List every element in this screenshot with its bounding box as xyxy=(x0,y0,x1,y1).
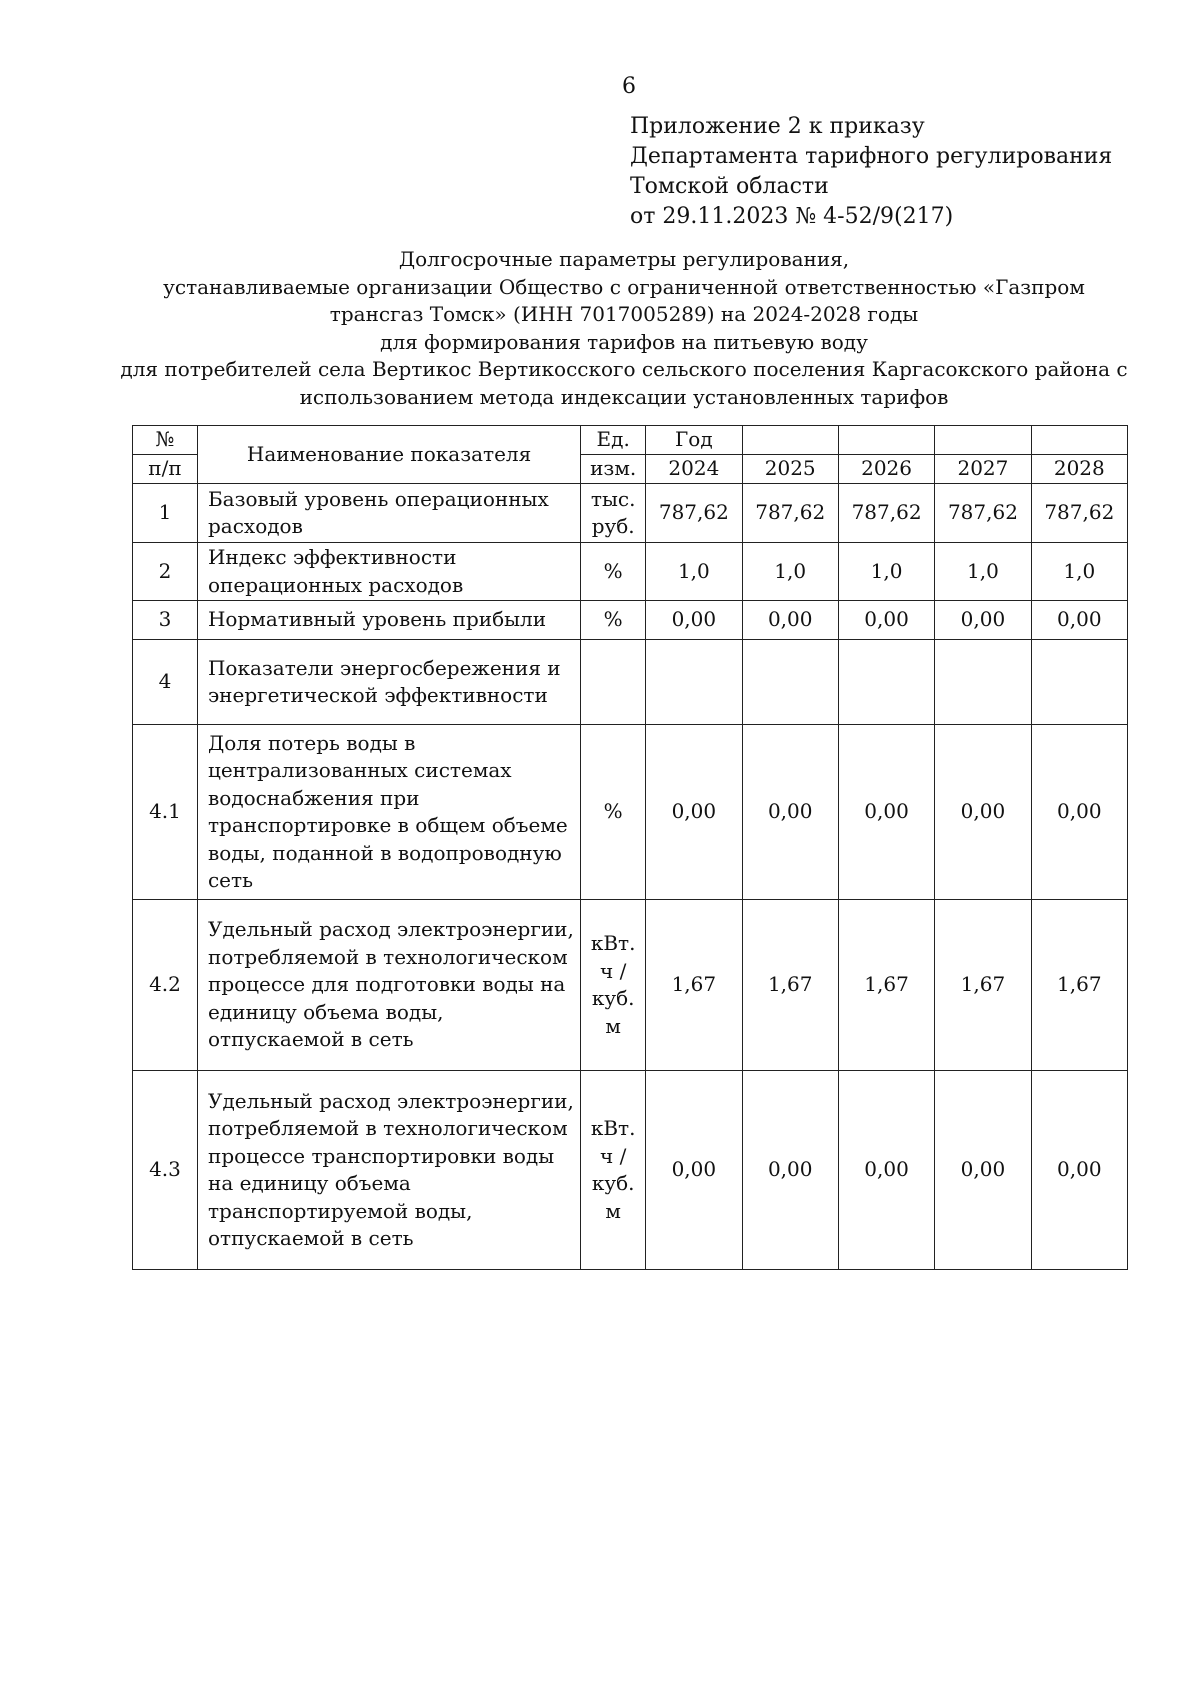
row-unit: % xyxy=(581,725,646,900)
row-number: 3 xyxy=(133,601,198,640)
row-value: 1,67 xyxy=(646,900,742,1071)
header-empty-cell xyxy=(838,426,934,455)
row-value: 0,00 xyxy=(1031,1071,1127,1270)
row-value: 0,00 xyxy=(742,601,838,640)
page-number: 6 xyxy=(622,74,636,99)
table-header-row xyxy=(133,426,1128,455)
row-name: Удельный расход электроэнергии, потребляемой в технологическом процессе для подготовки воды на единицу объема воды, отпускаемой в сеть xyxy=(197,900,580,1071)
table-row xyxy=(133,725,1128,900)
row-value: 1,67 xyxy=(838,900,934,1071)
row-unit: кВт. ч / куб. м xyxy=(581,1071,646,1270)
row-value: 0,00 xyxy=(1031,725,1127,900)
row-number: 2 xyxy=(133,543,198,601)
row-value: 0,00 xyxy=(935,725,1031,900)
table-row xyxy=(133,1071,1128,1270)
row-value: 1,67 xyxy=(935,900,1031,1071)
title-line: трансгаз Томск» (ИНН 7017005289) на 2024-2028 годы xyxy=(329,302,919,326)
row-value xyxy=(935,640,1031,725)
row-unit: % xyxy=(581,601,646,640)
row-number: 4.2 xyxy=(133,900,198,1071)
header-unit-line2: изм. xyxy=(581,455,646,484)
header-year-label: Год xyxy=(646,426,742,455)
row-value: 0,00 xyxy=(646,1071,742,1270)
row-value: 0,00 xyxy=(742,1071,838,1270)
appendix-line: Департамента тарифного регулирования xyxy=(630,144,1113,169)
header-year: 2027 xyxy=(935,455,1031,484)
appendix-header xyxy=(630,112,1112,232)
table-row xyxy=(133,601,1128,640)
title-line: для формирования тарифов на питьевую воду xyxy=(380,329,868,354)
row-value: 1,67 xyxy=(742,900,838,1071)
row-unit: тыс. руб. xyxy=(581,484,646,543)
row-value: 787,62 xyxy=(838,484,934,543)
parameters-table xyxy=(132,425,1128,1270)
row-value: 0,00 xyxy=(1031,601,1127,640)
document-title xyxy=(120,246,1128,411)
header-year: 2024 xyxy=(646,455,742,484)
row-unit xyxy=(581,640,646,725)
row-value: 0,00 xyxy=(742,725,838,900)
row-name: Удельный расход электроэнергии, потребляемой в технологическом процессе транспортировки воды на единицу объема транспортируемой воды, отпускаемой в сеть xyxy=(197,1071,580,1270)
row-value: 1,67 xyxy=(1031,900,1127,1071)
appendix-line: Приложение 2 к приказу xyxy=(630,114,925,139)
row-value xyxy=(1031,640,1127,725)
row-value: 0,00 xyxy=(935,601,1031,640)
header-empty-cell xyxy=(935,426,1031,455)
row-value: 1,0 xyxy=(935,543,1031,601)
row-unit: % xyxy=(581,543,646,601)
row-name: Показатели энергосбережения и энергетической эффективности xyxy=(197,640,580,725)
row-value: 0,00 xyxy=(838,601,934,640)
row-name: Доля потерь воды в централизованных системах водоснабжения при транспортировке в общем объеме воды, поданной в водопроводную сеть xyxy=(197,725,580,900)
header-unit-line1: Ед. xyxy=(581,426,646,455)
row-value: 0,00 xyxy=(838,725,934,900)
table-row xyxy=(133,543,1128,601)
row-value xyxy=(646,640,742,725)
header-empty-cell xyxy=(1031,426,1127,455)
row-value: 1,0 xyxy=(742,543,838,601)
row-value: 1,0 xyxy=(1031,543,1127,601)
row-number: 4 xyxy=(133,640,198,725)
header-name: Наименование показателя xyxy=(197,426,580,484)
row-name: Нормативный уровень прибыли xyxy=(197,601,580,640)
row-value: 1,0 xyxy=(646,543,742,601)
header-empty-cell xyxy=(742,426,838,455)
row-number: 4.3 xyxy=(133,1071,198,1270)
title-line: Долгосрочные параметры регулирования, xyxy=(398,247,850,271)
row-value xyxy=(838,640,934,725)
row-value: 0,00 xyxy=(935,1071,1031,1270)
row-name: Базовый уровень операционных расходов xyxy=(197,484,580,543)
row-value: 1,0 xyxy=(838,543,934,601)
title-line: использованием метода индексации установленных тарифов xyxy=(299,384,949,409)
header-year: 2028 xyxy=(1031,455,1127,484)
row-value: 787,62 xyxy=(1031,484,1127,543)
title-line: устанавливаемые организации Общество с ограниченной ответственностью «Газпром xyxy=(163,274,1085,299)
table-row xyxy=(133,484,1128,543)
appendix-line: Томской области xyxy=(630,174,829,199)
row-value: 787,62 xyxy=(935,484,1031,543)
table-row xyxy=(133,900,1128,1071)
appendix-line: от 29.11.2023 № 4-52/9(217) xyxy=(630,204,954,229)
row-number: 4.1 xyxy=(133,725,198,900)
row-value: 787,62 xyxy=(646,484,742,543)
row-name: Индекс эффективности операционных расходов xyxy=(197,543,580,601)
row-value: 0,00 xyxy=(838,1071,934,1270)
header-year: 2025 xyxy=(742,455,838,484)
row-value xyxy=(742,640,838,725)
header-year: 2026 xyxy=(838,455,934,484)
row-number: 1 xyxy=(133,484,198,543)
row-value: 787,62 xyxy=(742,484,838,543)
row-unit: кВт. ч / куб. м xyxy=(581,900,646,1071)
title-line: для потребителей села Вертикос Вертикосского сельского поселения Каргасокского района с xyxy=(120,357,1128,381)
row-value: 0,00 xyxy=(646,601,742,640)
row-value: 0,00 xyxy=(646,725,742,900)
header-num-line1: № xyxy=(133,426,198,455)
table-row xyxy=(133,640,1128,725)
header-num-line2: п/п xyxy=(133,455,198,484)
